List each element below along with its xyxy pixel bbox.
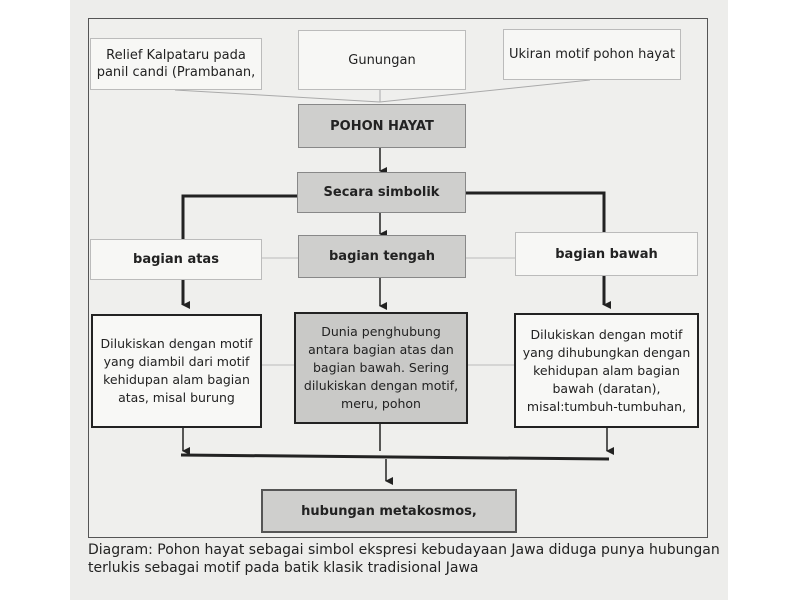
description-top-box xyxy=(91,314,262,428)
part-top-label: bagian atas xyxy=(133,252,219,267)
pohon-hayat-box xyxy=(298,104,466,148)
source-ukiran-box xyxy=(503,29,681,80)
description-middle-text: Dunia penghubung antara bagian atas dan bagian bawah. Sering dilukiskan dengan motif, meru, pohon xyxy=(303,324,459,411)
source-relief-label: Relief Kalpataru pada panil candi (Prambanan, xyxy=(96,48,256,80)
pohon-hayat-label: POHON HAYAT xyxy=(330,118,434,134)
part-middle-box xyxy=(298,235,466,278)
part-middle-label: bagian tengah xyxy=(328,249,435,264)
description-middle-box xyxy=(294,312,468,424)
diagram-caption: Diagram: Pohon hayat sebagai simbol ekspresi kebudayaan Jawa diduga punya hubungan terlukis sebagai motif pada batik klasik tradisional Jawa xyxy=(88,542,720,576)
source-gunungan-box xyxy=(298,30,466,90)
source-ukiran-label: Ukiran motif pohon hayat xyxy=(508,47,676,62)
description-bottom-box xyxy=(514,313,699,428)
part-bottom-box xyxy=(515,232,698,276)
part-top-box xyxy=(90,239,262,280)
part-bottom-label: bagian bawah xyxy=(555,246,658,262)
description-bottom-text: Dilukiskan dengan motif yang dihubungkan dengan kehidupan alam bagian bawah (daratan), misal:tumbuh-tumbuhan, xyxy=(522,326,691,414)
source-relief-box xyxy=(90,38,262,90)
symbolic-label: Secara simbolik xyxy=(323,185,440,200)
symbolic-box xyxy=(297,172,466,213)
metakosmos-box xyxy=(261,489,517,533)
source-gunungan-label: Gunungan xyxy=(348,52,416,68)
description-top-text: Dilukiskan dengan motif yang diambil dari motif kehidupan alam bagian atas, misal burung xyxy=(100,336,253,405)
metakosmos-label: hubungan metakosmos, xyxy=(301,503,477,519)
